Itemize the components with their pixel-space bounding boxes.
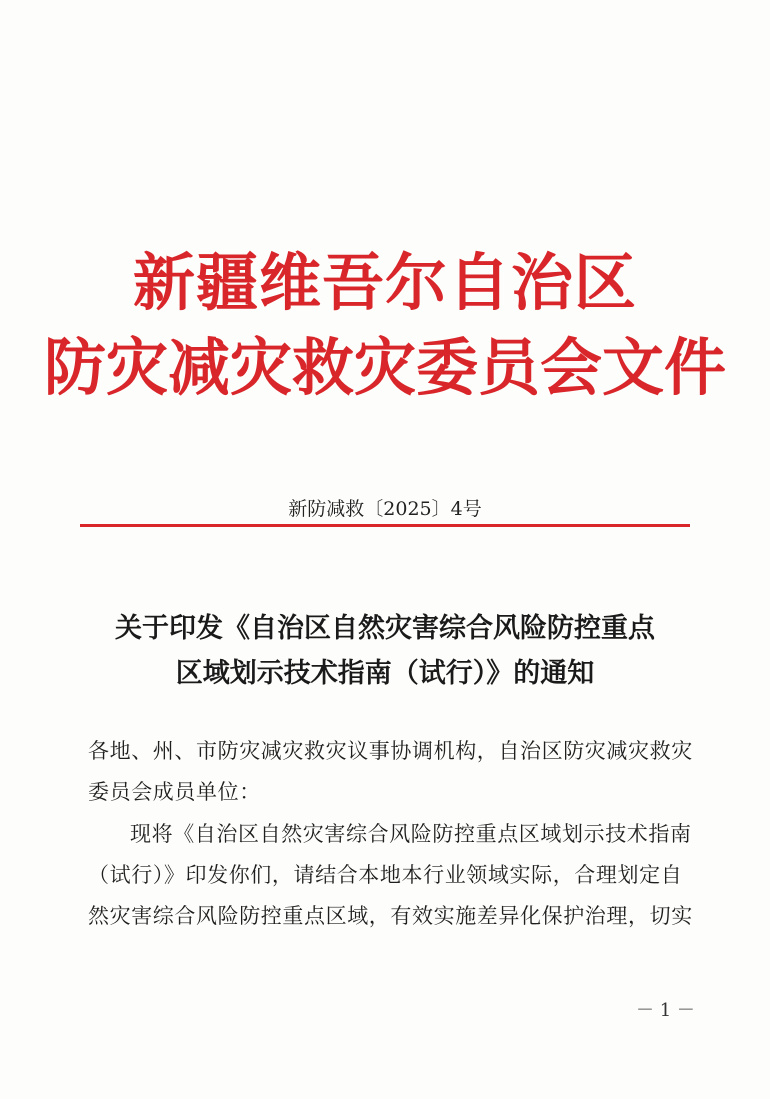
page-number: － 1 － [636,1000,695,1021]
issuing-authority-title-line-2: 防灾减灾救灾委员会文件 [43,331,726,404]
document-number: 新防减救〔2025〕4号 [288,498,482,520]
body-text-line: （试行）》印发你们，请结合本地本行业领域实际，合理划定自 [88,863,683,887]
body-text-line: 现将《自治区自然灾害综合风险防控重点区域划示技术指南 [130,822,692,846]
notice-title-line-2: 区域划示技术指南（试行）》的通知 [175,658,595,689]
red-divider-line [80,524,690,527]
body-text-line: 然灾害综合风险防控重点区域，有效实施差异化保护治理，切实 [88,904,693,928]
body-text-line: 各地、州、市防灾减灾救灾议事协调机构，自治区防灾减灾救灾 [88,739,693,763]
notice-title-line-1: 关于印发《自治区自然灾害综合风险防控重点 [115,613,655,644]
issuing-authority-title-line-1: 新疆维吾尔自治区 [132,246,637,319]
body-text-line: 委员会成员单位： [88,780,261,804]
